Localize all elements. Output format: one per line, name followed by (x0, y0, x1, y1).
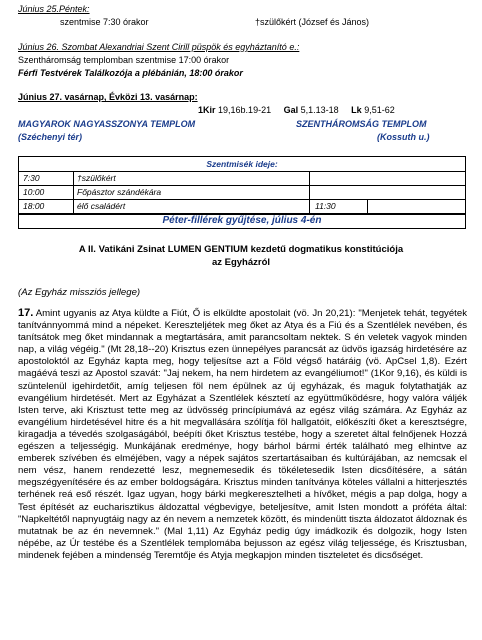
reading3-ref: 9,51-62 (364, 105, 395, 115)
row-right-time: 11:30 (315, 201, 336, 211)
readings (198, 105, 395, 116)
june26-line2: Férfi Testvérek Találkozója a plébánián, 18:00 órakor (18, 68, 243, 78)
church-right-address: (Kossuth u.) (377, 132, 430, 142)
document-subtitle: (Az Egyház missziós jellege) (18, 287, 141, 298)
row-time: 18:00 (23, 201, 45, 211)
schedule-row (19, 185, 465, 199)
june26-date: Június 26. Szombat Alexandriai Szent Cirill püspök és egyháztanító e.: (18, 42, 300, 52)
june25-intent: †szülőkért (József és János) (255, 17, 370, 27)
church-left-name: MAGYAROK NAGYASSZONYA TEMPLOM (18, 119, 196, 129)
reading1-label: 1Kir (198, 105, 216, 115)
reading2-ref: 5,1.13-18 (300, 105, 339, 115)
row-intent: Főpásztor szándékára (77, 187, 162, 197)
reading3-label: Lk (351, 105, 362, 115)
schedule-header: Szentmisék ideje: (206, 159, 278, 169)
reading2-label: Gal (283, 105, 299, 115)
schedule-row (18, 199, 466, 214)
document-title-line1: A II. Vatikáni Zsinat LUMEN GENTIUM kezdetű dogmatikus konstitúciója (78, 244, 404, 255)
church-right-name: SZENTHÁROMSÁG TEMPLOM (296, 119, 427, 129)
june26-line1: Szentháromság templomban szentmise 17:00 órakor (18, 55, 230, 65)
reading1-ref: 19,16b.19-21 (218, 105, 272, 115)
church-left-address: (Széchenyi tér) (18, 132, 83, 142)
june25-date: Június 25.Péntek: (18, 4, 90, 14)
paragraph-text: Amint ugyanis az Atya küldte a Fiút, Ő is elküldte apostolait (vö. Jn 20,21): "Menjetek tehát, tegyétek tanítvánnyommá mind a népeket. Kereszteljétek meg őket az Atya és a Fiú és a Szentlélek nevében, és tanítsátok meg őket mindannak a megtartására, amit parancsoltam nektek. S én veletek vagyok minden nap, a világ végéig." (Mt 28,18--20) Krisztus ezen ünnepélyes parancsát az üdvös igazság hirdetésére az apostoloktól az Egyház kapta meg, hogy teljesítse azt a Föld végső határáig (vö. ApCsel 1,8). Ezért magáévá teszi az Apostol szavát: "Jaj nekem, ha nem hirdetem az evangéliumot!" (1Kor 9,16), és küldi is szüntelenül igehirdetőit, amíg teljesen föl nem épülnek az új egyházak, és maguk folytathatják az evangélium hirdetését. Mert az Egyházat a Szentlélek késztetí az együttműködésre, hogy valóra váljék Isten terve, aki Krisztust tette meg az üdvösség princípiumává az egész világ számára. Az Egyház az evangélium hirdetésével hitre és a hit megvallására szólítja föl hallgatóit, előkészíti őket a keresztségre, kiragadja a tévedés szolgaságából, beépíti őket Krisztus testébe, hogy a szeretet által felnőjenek Hozzá egészen a teljességig. Munkájának eredménye, hogy bárhol bármi érték található meg elhintve az emberek szívében és elméjében, vagy a népek sajátos szertartásaiban és kultúrájában, az nemcsak el nem vész, hanem rendezetté lesz, megnemesedik és tökéletesedik Isten dicsőítésére, a sátán megszégyenítésére és az ember boldogságára. Krisztus minden tanítványa köteles vállalni a hitterjesztés terhének reá eső részét. Igaz ugyan, hogy bárki megkeresztelheti a hívőket, mégis a pap dolga, hogy a Test építését az eucharisztikus áldozattal végbevigye, beteljesítve, amit Isten mondott a próféta által: "Napkeltétől napnyugtáig nagy az én nevem a nemzetek között, és mindenütt tiszta áldozatot áldoznak és mutatnak be az én nevemnek." (Mal 1,11) Az Egyház pedig úgy imádkozik és dolgozik, hogy Isten népébe, az Úr testébe és a Szentlélek templomába bejusson az egész világ teljessége, és Krisztusban, mindenek fejében a mindenség Teremtője és Atyja megkapjon minden tiszteletet és dicsőséget. (18, 308, 467, 561)
schedule-row (19, 171, 465, 185)
paragraph-17 (18, 307, 467, 562)
june25-mass: szentmise 7:30 órakor (60, 17, 149, 27)
document-title-line2: az Egyházról (211, 257, 271, 268)
june27-date: Június 27. vasárnap, Évközi 13. vasárnap: (18, 92, 198, 102)
row-intent: élő családért (77, 201, 126, 211)
collection-notice: Péter-fillérek gyűjtése, július 4-én (18, 213, 466, 229)
row-time: 10:00 (23, 187, 45, 197)
row-time: 7:30 (23, 173, 40, 183)
paragraph-number: 17. (18, 307, 34, 319)
row-intent: †szülőkért (77, 173, 116, 183)
